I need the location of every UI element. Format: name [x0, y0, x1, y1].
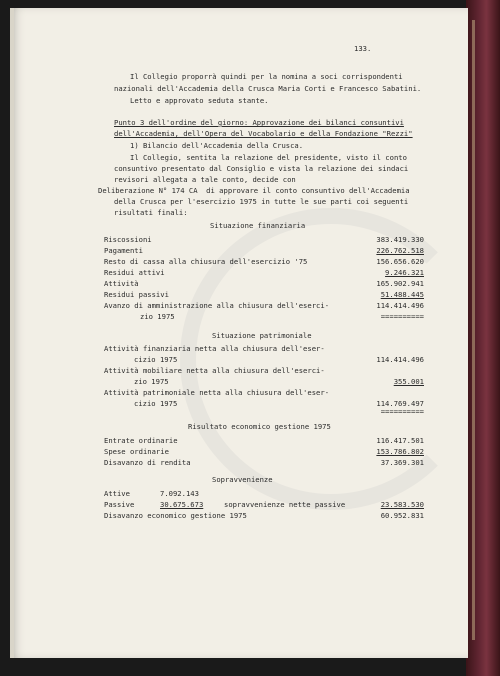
- row-label: Residui attivi: [104, 268, 165, 277]
- agenda-heading-1: Punto 3 dell'ordine del giorno: Approvazione dei bilanci consuntivi: [114, 118, 404, 127]
- double-rule: ==========: [380, 407, 424, 416]
- row-label: Attività patrimoniale netta alla chiusura dell'eser-: [104, 388, 330, 397]
- row-value: 51.488.445: [380, 290, 424, 299]
- section-title-sopravvenienze: Sopravvenienze: [212, 475, 273, 484]
- row-label: Disavanzo di rendita: [104, 458, 191, 467]
- row-label: Entrate ordinarie: [104, 436, 178, 445]
- section-title-patrimoniale: Situazione patrimoniale: [212, 331, 312, 340]
- agenda-heading-2: dell'Accademia, dell'Opera del Vocabolario e della Fondazione "Rezzi": [114, 129, 413, 138]
- subheading: 1) Bilancio dell'Accademia della Crusca.: [130, 141, 304, 150]
- intro-line-2: nazionali dell'Accademia della Crusca Maria Corti e Francesco Sabatini.: [114, 84, 422, 93]
- body-line-5: della Crusca per l'esercizio 1975 in tutte le sue parti coi seguenti: [114, 197, 409, 206]
- attive-label: Attive: [104, 489, 130, 498]
- final-label: Disavanzo economico gestione 1975: [104, 511, 247, 520]
- final-value: 60.952.831: [380, 511, 424, 520]
- row-label-cont: zio 1975: [140, 312, 175, 321]
- body-line-2: consuntivo presentato dal Consiglio e vista la relazione dei sindaci: [114, 164, 409, 173]
- attive-value: 7.092.143: [160, 489, 199, 498]
- passive-result: 23.583.530: [380, 500, 424, 509]
- body-line-1: Il Collegio, sentita la relazione del presidente, visto il conto: [130, 153, 407, 162]
- row-value: 383.419.330: [376, 235, 424, 244]
- row-value: 165.902.941: [376, 279, 424, 288]
- passive-label: Passive: [104, 500, 135, 509]
- row-value: 153.786.802: [376, 447, 424, 456]
- row-label: Attività finanziaria netta alla chiusura dell'eser-: [104, 344, 325, 353]
- double-rule: ==========: [380, 312, 424, 321]
- row-label-cont: cizio 1975: [134, 355, 178, 364]
- row-label: Resto di cassa alla chiusura dell'esercizio '75: [104, 257, 308, 266]
- row-value: 156.656.620: [376, 257, 424, 266]
- document-page: [10, 8, 468, 658]
- row-label: Avanzo di amministrazione alla chiusura dell'eserci-: [104, 301, 330, 310]
- row-label: Residui passivi: [104, 290, 169, 299]
- passive-text: sopravvenienze nette passive: [224, 500, 346, 509]
- row-value: 114.414.496: [376, 355, 424, 364]
- section-title-risultato: Risultato economico gestione 1975: [188, 422, 331, 431]
- row-value: 114.414.496: [376, 301, 424, 310]
- row-label: Pagamenti: [104, 246, 143, 255]
- row-value: 114.769.497: [376, 399, 424, 408]
- row-label: Attività mobiliare netta alla chiusura dell'eserci-: [104, 366, 325, 375]
- row-label: Spese ordinarie: [104, 447, 169, 456]
- row-value: 9.246.321: [385, 268, 424, 277]
- row-value: 116.417.501: [376, 436, 424, 445]
- watermark-arc: [180, 208, 482, 510]
- body-line-4: Deliberazione N° 174 CA di approvare il conto consuntivo dell'Accademia: [98, 186, 410, 195]
- passive-value: 30.675.673: [160, 500, 204, 509]
- row-value: 355.001: [393, 377, 424, 386]
- intro-line-1: Il Collegio proporrà quindi per la nomina a soci corrispondenti: [130, 72, 403, 81]
- row-label: Riscossioni: [104, 235, 152, 244]
- body-line-3: revisori allegata a tale conto, decide con: [114, 175, 296, 184]
- section-title-finanziaria: Situazione finanziaria: [210, 221, 306, 230]
- row-label: Attività: [104, 279, 139, 288]
- row-label-cont: zio 1975: [134, 377, 169, 386]
- body-line-6: risultati finali:: [114, 208, 188, 217]
- intro-line-3: Letto e approvato seduta stante.: [130, 96, 269, 105]
- row-label-cont: cizio 1975: [134, 399, 178, 408]
- book-edge: [466, 0, 500, 676]
- page-number: 133.: [354, 44, 372, 53]
- row-value: 226.762.518: [376, 246, 424, 255]
- row-value: 37.369.301: [380, 458, 424, 467]
